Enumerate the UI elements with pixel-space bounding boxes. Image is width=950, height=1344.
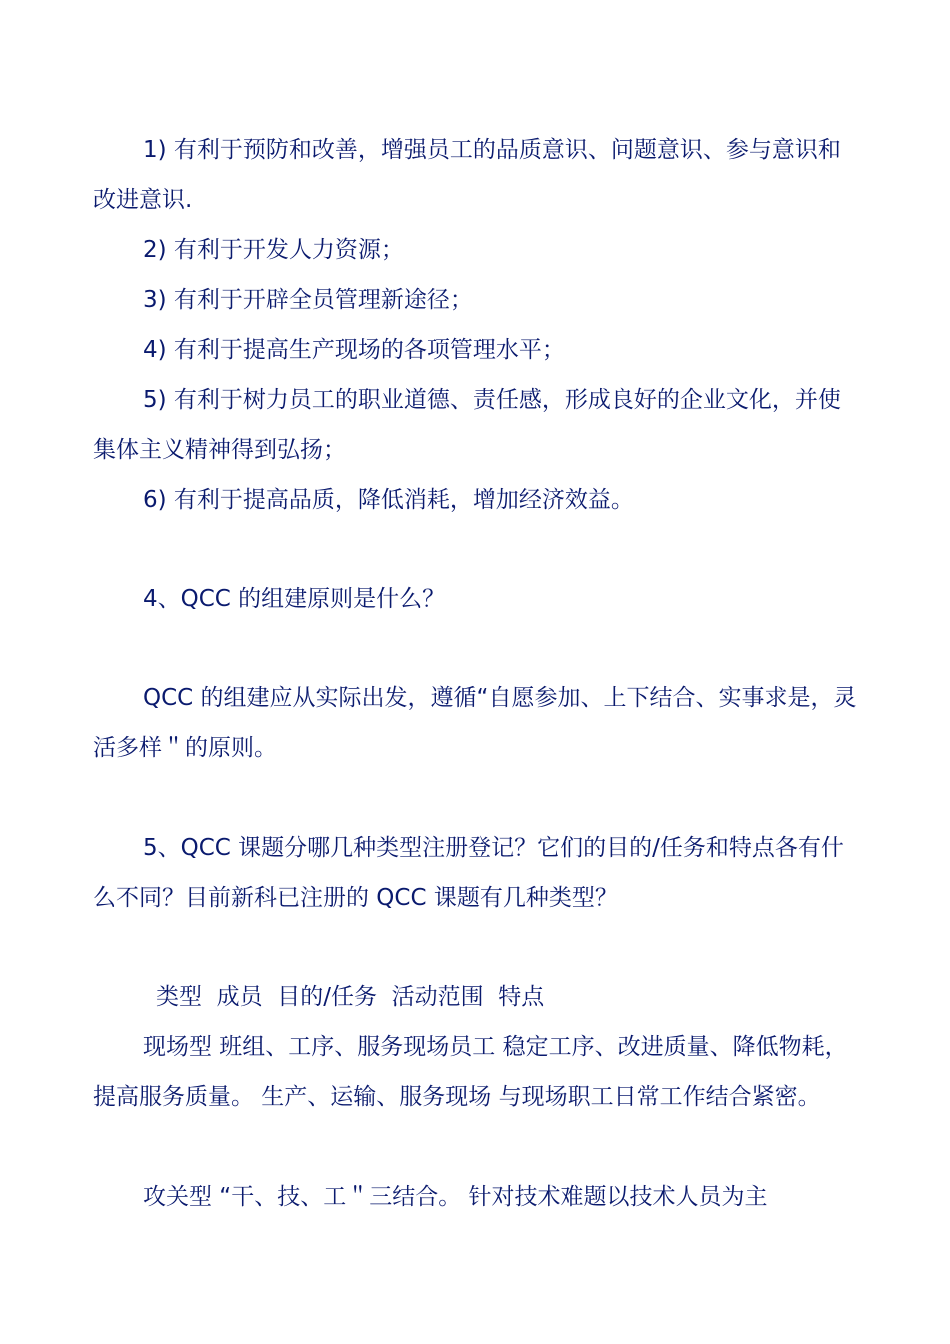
benefit-item-1: 1) 有利于预防和改善，增强员工的品质意识、问题意识、参与意识和改进意识. [93,137,841,213]
types-table-row-onsite: 现场型 班组、工序、服务现场员工 稳定工序、改进质量、降低物耗，提高服务质量。 生产、运输、服务现场 与现场职工日常工作结合紧密。 [93,1034,848,1110]
question-4-heading: 4、QCC 的组建原则是什么？ [143,586,446,612]
types-table-row-tackle: 攻关型 “干、技、工＂三结合。 针对技术难题以技术人员为主 [143,1184,768,1210]
types-table-header: 类型 成员 目的/任务 活动范围 特点 [156,984,545,1010]
question-5-heading: 5、QCC 课题分哪几种类型注册登记？它们的目的/任务和特点各有什么不同？目前新科已注册的 QCC 课题有几种类型？ [93,835,844,911]
benefit-item-6: 6) 有利于提高品质，降低消耗，增加经济效益。 [143,487,634,513]
benefit-item-4: 4) 有利于提高生产现场的各项管理水平； [143,337,565,363]
benefit-item-3: 3) 有利于开辟全员管理新途径； [143,287,473,313]
benefit-item-5: 5) 有利于树力员工的职业道德、责任感，形成良好的企业文化，并使集体主义精神得到弘扬； [93,387,841,463]
benefit-item-2: 2) 有利于开发人力资源； [143,237,404,263]
question-4-answer: QCC 的组建应从实际出发，遵循“自愿参加、上下结合、实事求是，灵活多样＂的原则。 [93,685,857,761]
